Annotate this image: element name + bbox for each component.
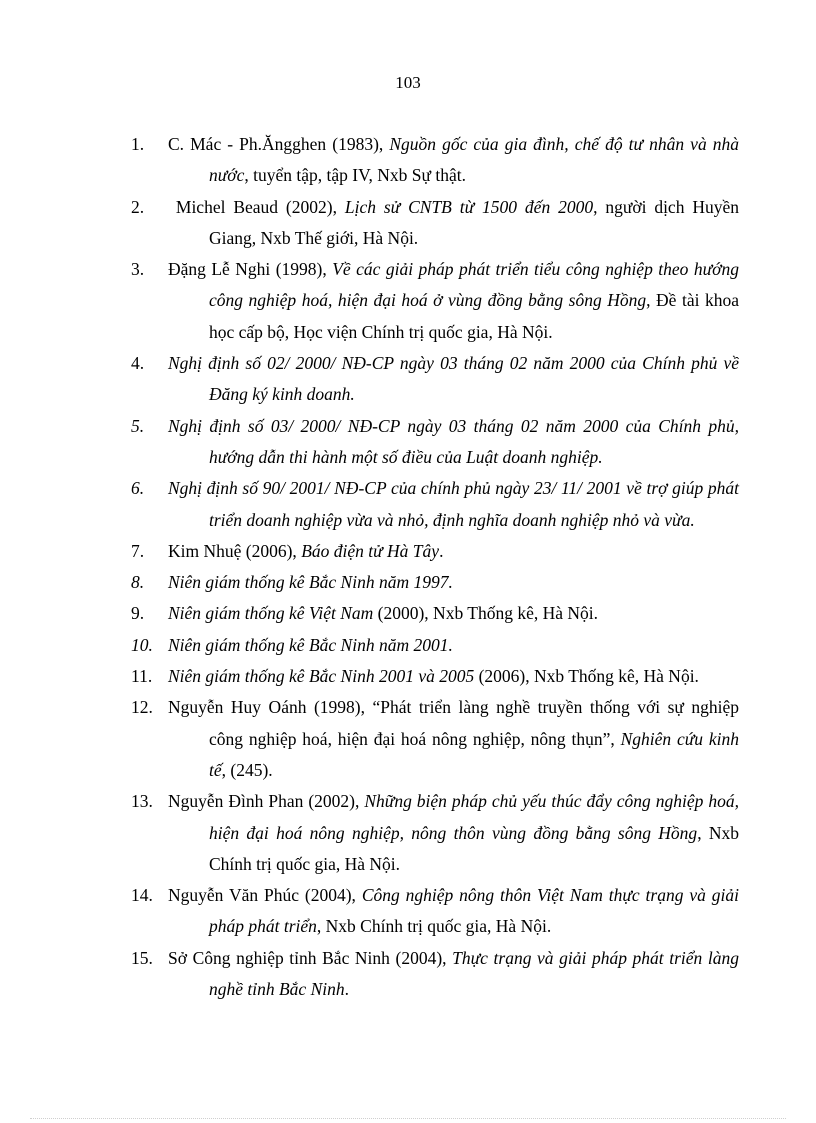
- reference-item: [131, 411, 739, 474]
- reference-number: 1.: [131, 134, 145, 154]
- reference-number: 12.: [131, 697, 153, 718]
- reference-list: [131, 129, 739, 1005]
- reference-title: Nghiên cứu kinh tế: [209, 728, 739, 780]
- reference-number: 3.: [131, 259, 145, 280]
- reference-item: [131, 943, 739, 1006]
- reference-item: [131, 630, 739, 661]
- reference-number: 9.: [131, 603, 145, 624]
- reference-number: 5.: [131, 415, 145, 436]
- reference-title: Báo điện tử Hà Tây: [301, 540, 440, 561]
- reference-item: [131, 786, 739, 880]
- reference-title: Về các giải pháp phát triển tiểu công nghiệp theo hướng công nghiệp hoá, hiện đại hoá ở vùng đồng bằng sông Hồng: [209, 259, 739, 311]
- reference-text: , tuyển tập, tập IV, Nxb Sự thật.: [244, 165, 466, 186]
- reference-text: .: [344, 979, 349, 1000]
- reference-title: Những biện pháp chủ yếu thúc đẩy công nghiệp hoá, hiện đại hoá nông nghiệp, nông thôn vùng đồng bằng sông Hồng: [209, 791, 739, 843]
- reference-item: [131, 192, 739, 255]
- reference-text: Nguyễn Huy Oánh (1998), “Phát triển làng nghề truyền thống với sự nghiệp công nghiệp hoá, hiện đại hoá nông nghiệp, nông thụn”,: [168, 697, 739, 749]
- reference-text: Sở Công nghiệp tỉnh Bắc Ninh (2004),: [168, 947, 453, 968]
- reference-title: Niên giám thống kê Bắc Ninh năm 1997.: [168, 572, 453, 593]
- reference-text: Kim Nhuệ (2006),: [168, 540, 302, 561]
- reference-title: Nghị định số 03/ 2000/ NĐ-CP ngày 03 tháng 02 năm 2000 của Chính phủ, hướng dẫn thi hành một số điều của Luật doanh nghiệp.: [168, 415, 739, 467]
- reference-number: 7.: [131, 540, 145, 561]
- reference-item: [131, 661, 739, 692]
- reference-text: C. Mác - Ph.Ăngghen (1983),: [168, 134, 390, 154]
- reference-number: 6.: [131, 478, 145, 499]
- reference-item: [131, 129, 739, 192]
- page-number: 103: [395, 73, 421, 92]
- reference-number: 8.: [131, 572, 145, 593]
- reference-text: , Đề tài khoa học cấp bộ, Học viện Chính trị quốc gia, Hà Nội.: [209, 290, 739, 342]
- reference-title: Nghị định số 90/ 2001/ NĐ-CP của chính phủ ngày 23/ 11/ 2001 về trợ giúp phát triển doanh nghiệp vừa và nhỏ, định nghĩa doanh nghiệp nhỏ và vừa.: [168, 478, 739, 530]
- reference-item: [131, 880, 739, 943]
- reference-title: Niên giám thống kê Bắc Ninh năm 2001.: [168, 634, 453, 655]
- page-bottom-rule: [30, 1118, 786, 1119]
- reference-number: 2.: [131, 196, 145, 217]
- reference-item: [131, 348, 739, 411]
- reference-text: Đặng Lễ Nghi (1998),: [168, 259, 333, 280]
- reference-text: (2000), Nxb Thống kê, Hà Nội.: [373, 603, 598, 624]
- reference-title: Niên giám thống kê Bắc Ninh 2001 và 2005: [168, 666, 475, 687]
- reference-title: Nghị định số 02/ 2000/ NĐ-CP ngày 03 tháng 02 năm 2000 của Chính phủ về Đăng ký kinh doanh.: [168, 353, 739, 405]
- reference-title: Lịch sử CNTB từ 1500 đến 2000: [344, 196, 594, 217]
- reference-title: Thực trạng và giải pháp phát triển làng nghề tỉnh Bắc Ninh: [209, 947, 740, 1000]
- reference-item: [131, 254, 739, 348]
- reference-number: 13.: [131, 791, 153, 812]
- reference-text: Michel Beaud (2002),: [168, 196, 345, 217]
- reference-text: , người dịch Huyền Giang, Nxb Thế giới, Hà Nội.: [209, 196, 739, 248]
- reference-text: Nguyễn Đình Phan (2002),: [168, 791, 365, 812]
- reference-text: , Nxb Chính trị quốc gia, Hà Nội.: [316, 916, 552, 937]
- reference-number: 15.: [131, 947, 153, 968]
- reference-text: , (245).: [221, 759, 273, 780]
- reference-item: [131, 473, 739, 536]
- reference-text: .: [439, 540, 444, 561]
- reference-item: [131, 536, 739, 567]
- reference-item: [131, 567, 739, 598]
- reference-text: (2006), Nxb Thống kê, Hà Nội.: [474, 666, 699, 687]
- reference-title: Công nghiệp nông thôn Việt Nam thực trạng và giải pháp phát triển: [209, 885, 739, 937]
- reference-title: Niên giám thống kê Việt Nam: [168, 603, 374, 624]
- reference-text: , Nxb Chính trị quốc gia, Hà Nội.: [209, 822, 740, 874]
- reference-text: Nguyễn Văn Phúc (2004),: [168, 885, 362, 906]
- reference-number: 4.: [131, 353, 145, 374]
- reference-number: 10.: [131, 634, 153, 655]
- reference-number: 11.: [131, 666, 153, 687]
- reference-item: [131, 692, 739, 786]
- reference-number: 14.: [131, 885, 153, 906]
- reference-title: Nguồn gốc của gia đình, chế độ tư nhân và nhà nước: [209, 134, 740, 186]
- reference-item: [131, 598, 739, 629]
